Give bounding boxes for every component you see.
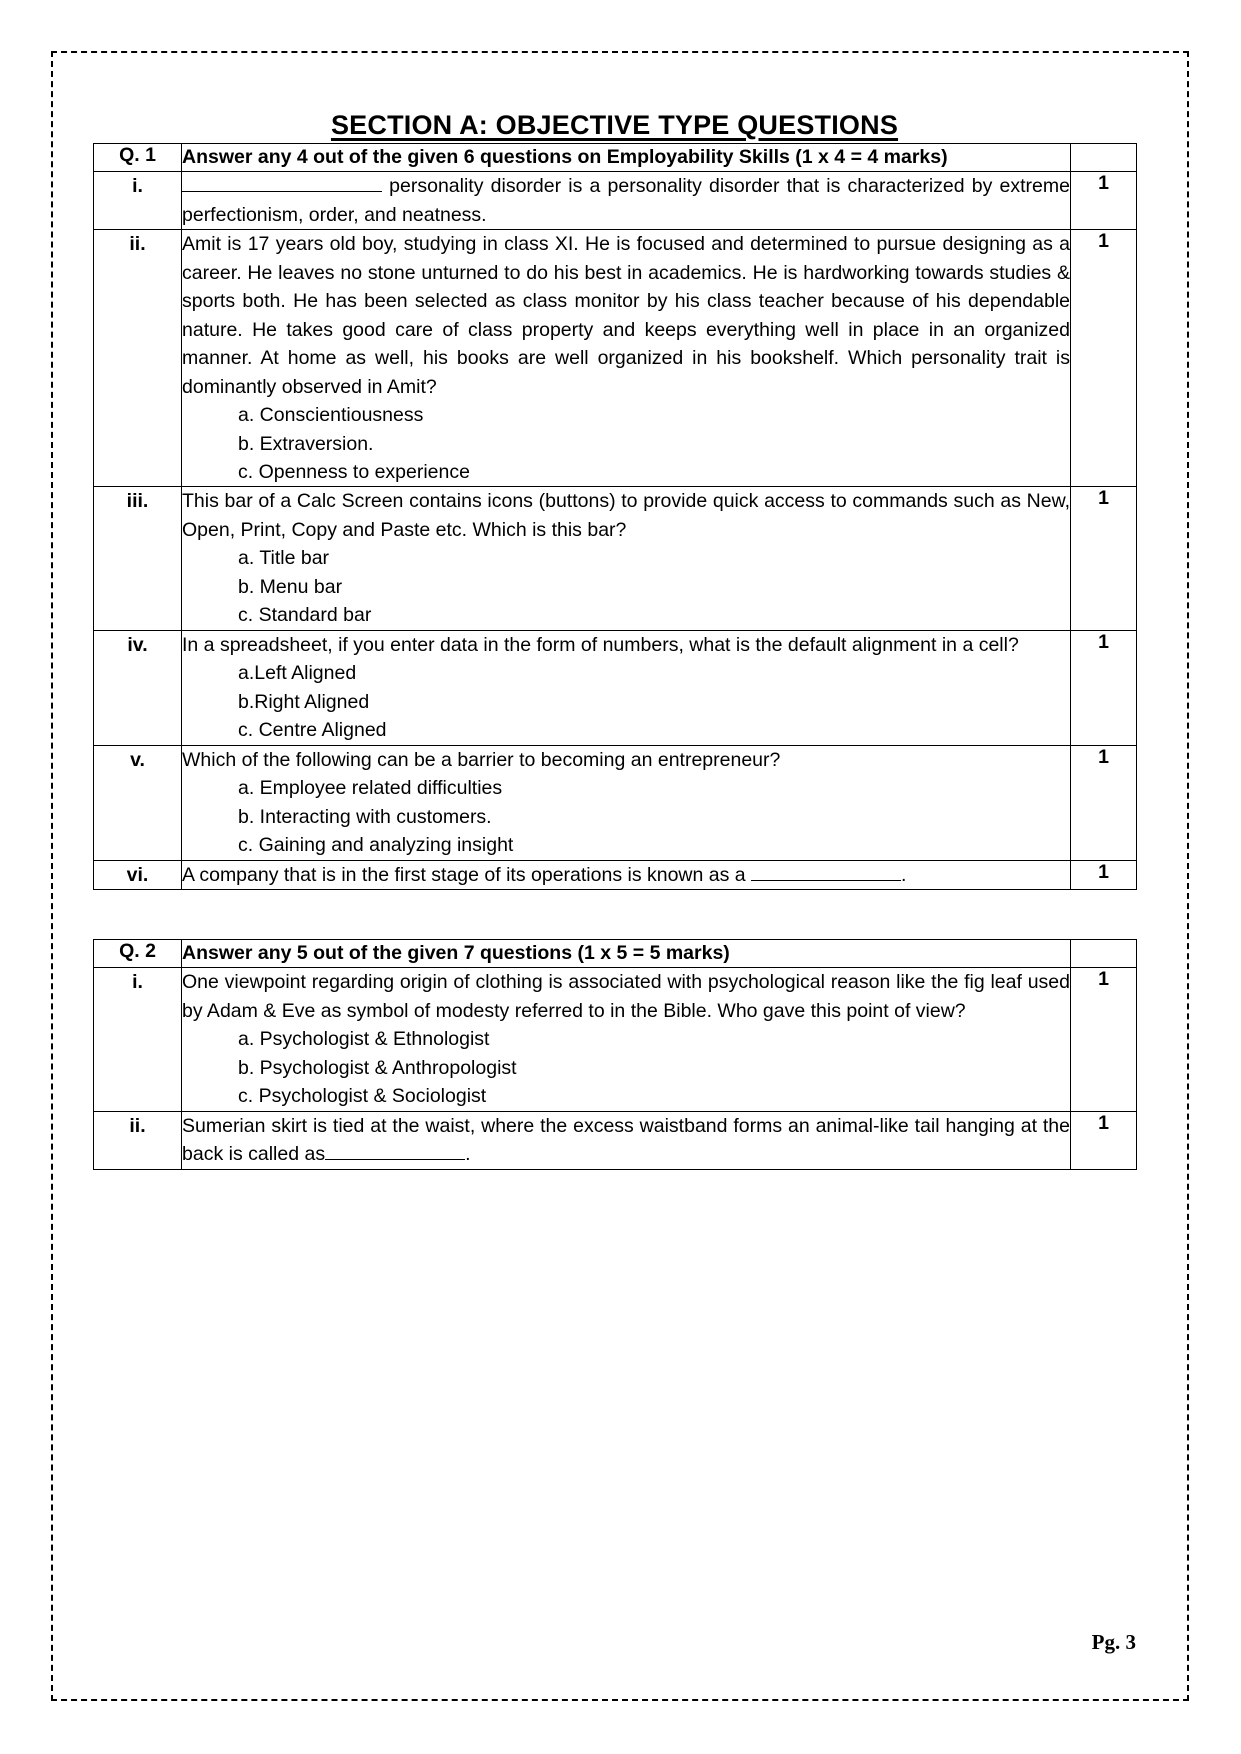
item-body xyxy=(182,968,1071,1111)
item-marks: 1 xyxy=(1071,860,1137,889)
item-body xyxy=(182,1111,1071,1169)
item-marks: 1 xyxy=(1071,745,1137,860)
question-1-marks-header xyxy=(1071,144,1137,172)
item-marks: 1 xyxy=(1071,630,1137,745)
item-roman: ii. xyxy=(94,1111,182,1169)
option-item: c. Psychologist & Sociologist xyxy=(238,1085,487,1108)
question-1-table xyxy=(93,143,1137,890)
fill-in-blank xyxy=(751,880,901,881)
table-row xyxy=(94,230,1137,487)
item-marks: 1 xyxy=(1071,487,1137,630)
item-body xyxy=(182,745,1071,860)
item-text: In a spreadsheet, if you enter data in the form of numbers, what is the default alignment in a cell? xyxy=(182,633,1019,656)
item-marks: 1 xyxy=(1071,230,1137,487)
option-item: a. Psychologist & Ethnologist xyxy=(238,1028,490,1051)
item-roman: vi. xyxy=(94,860,182,889)
item-body xyxy=(182,860,1071,889)
item-text: This bar of a Calc Screen contains icons (buttons) to provide quick access to commands such as New, Open, Print, Copy and Paste etc. Which is this bar? xyxy=(182,490,1070,541)
table-row xyxy=(94,487,1137,630)
table-row xyxy=(94,144,1137,172)
table-row xyxy=(94,860,1137,889)
question-2-header: Answer any 5 out of the given 7 questions (1 x 5 = 5 marks) xyxy=(182,940,1071,968)
option-item: b. Psychologist & Anthropologist xyxy=(238,1056,517,1079)
option-item: b. Menu bar xyxy=(238,575,343,598)
option-item: c. Openness to experience xyxy=(238,460,470,483)
item-roman: i. xyxy=(94,968,182,1111)
item-body xyxy=(182,487,1071,630)
option-item: c. Centre Aligned xyxy=(238,719,387,742)
item-roman: ii. xyxy=(94,230,182,487)
item-body xyxy=(182,230,1071,487)
option-item: a.Left Aligned xyxy=(238,662,357,685)
page-content xyxy=(93,51,1136,1170)
table-row xyxy=(94,1111,1137,1169)
table-row xyxy=(94,172,1137,230)
table-row xyxy=(94,968,1137,1111)
item-marks: 1 xyxy=(1071,968,1137,1111)
item-roman: i. xyxy=(94,172,182,230)
page-footer xyxy=(93,1630,1136,1655)
question-2-table xyxy=(93,939,1137,1170)
table-row xyxy=(94,630,1137,745)
item-text-tail: . xyxy=(465,1143,471,1166)
item-text xyxy=(182,172,1070,229)
item-roman: iv. xyxy=(94,630,182,745)
item-text: One viewpoint regarding origin of clothing is associated with psychological reason like the fig leaf used by Adam & Eve as symbol of modesty referred to in the Bible. Who gave this point of view? xyxy=(182,971,1070,1022)
fill-in-blank xyxy=(325,1159,465,1160)
item-text xyxy=(182,861,1070,889)
item-text-content: A company that is in the first stage of its operations is known as a xyxy=(182,863,752,886)
fill-in-blank xyxy=(182,191,382,192)
option-item: b. Extraversion. xyxy=(238,432,374,455)
page-title xyxy=(93,110,1136,143)
option-item: a. Title bar xyxy=(238,547,330,570)
option-item: c. Standard bar xyxy=(238,604,372,627)
item-body xyxy=(182,630,1071,745)
table-spacer xyxy=(93,890,1136,939)
option-item: a. Employee related difficulties xyxy=(238,777,503,800)
item-roman: iii. xyxy=(94,487,182,630)
item-text-tail: . xyxy=(901,863,907,886)
question-2-number: Q. 2 xyxy=(94,940,182,968)
item-text: Amit is 17 years old boy, studying in class XI. He is focused and determined to pursue designing as a career. He leaves no stone unturned to do his best in academics. He is hardworking towards studies & sports both. He has been selected as class monitor by his class teacher because of his dependable nature. He takes good care of class property and keeps everything well in place in an organized manner. At home as well, his books are well organized in his bookshelf. Which personality trait is dominantly observed in Amit? xyxy=(182,233,1070,398)
item-options xyxy=(182,544,1070,629)
option-item: b. Interacting with customers. xyxy=(238,805,492,828)
item-text-content: personality disorder is a personality disorder that is characterized by extreme perfectionism, order, and neatness. xyxy=(182,175,1070,226)
question-1-header: Answer any 4 out of the given 6 questions on Employability Skills (1 x 4 = 4 marks) xyxy=(182,144,1071,172)
option-item: a. Conscientiousness xyxy=(238,404,424,427)
item-options xyxy=(182,659,1070,744)
item-marks: 1 xyxy=(1071,172,1137,230)
item-text: Which of the following can be a barrier to becoming an entrepreneur? xyxy=(182,748,781,771)
item-options xyxy=(182,401,1070,486)
section-title-text: SECTION A: OBJECTIVE TYPE QUESTIONS xyxy=(330,110,899,140)
page-number-label: Pg. 3 xyxy=(1091,1630,1136,1654)
item-options xyxy=(182,1025,1070,1110)
question-1-number: Q. 1 xyxy=(94,144,182,172)
table-row xyxy=(94,745,1137,860)
item-body xyxy=(182,172,1071,230)
item-text xyxy=(182,1112,1070,1169)
table-row xyxy=(94,940,1137,968)
item-marks: 1 xyxy=(1071,1111,1137,1169)
item-text-content: Sumerian skirt is tied at the waist, where the excess waistband forms an animal-like tail hanging at the back is called as xyxy=(182,1114,1070,1166)
item-roman: v. xyxy=(94,745,182,860)
question-2-marks-header xyxy=(1071,940,1137,968)
option-item: b.Right Aligned xyxy=(238,690,370,713)
item-options xyxy=(182,774,1070,859)
option-item: c. Gaining and analyzing insight xyxy=(238,834,514,857)
